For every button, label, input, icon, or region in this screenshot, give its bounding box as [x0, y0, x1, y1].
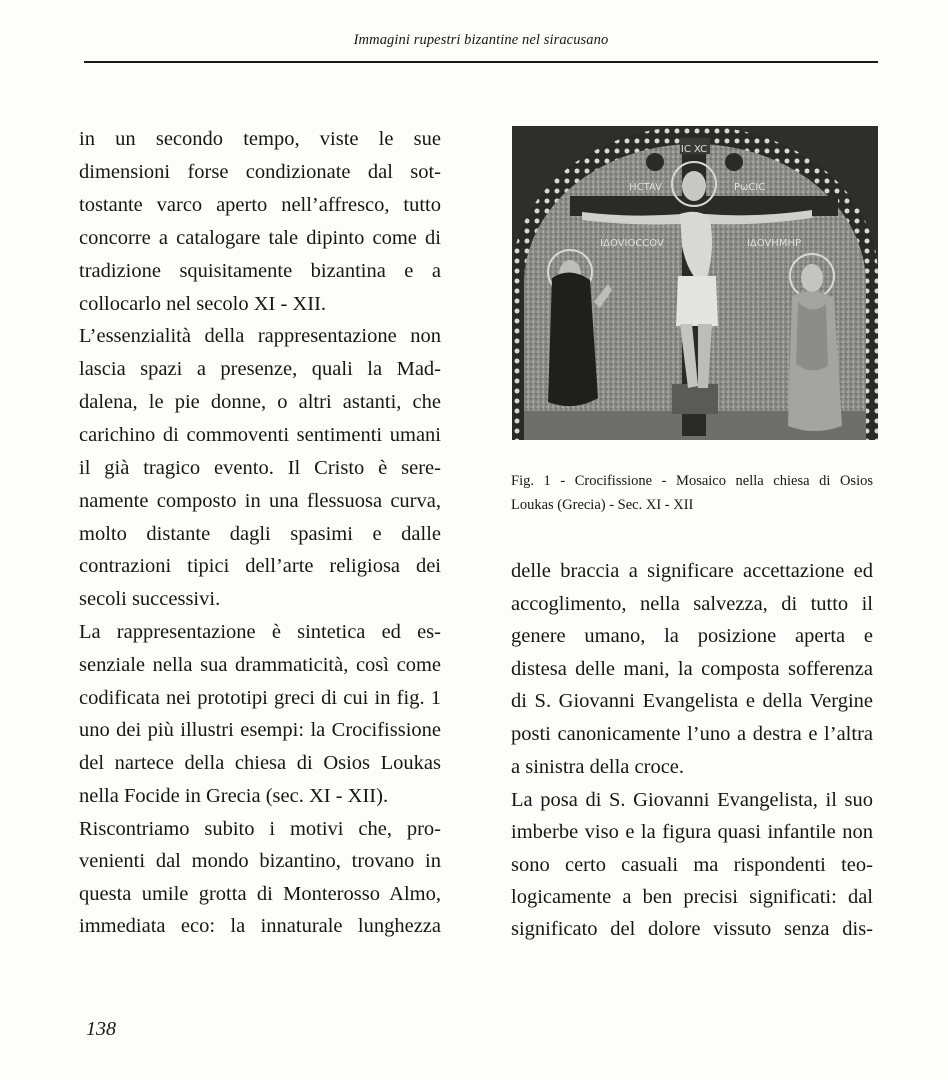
header-rule: [84, 61, 878, 63]
text-line: significato del dolore vissuto senza dis-: [511, 918, 873, 940]
text-line: carichino di commoventi sentimenti umani: [79, 424, 441, 446]
text-line: accoglimento, nella salvezza, di tutto il: [511, 593, 873, 615]
text-line: Riscontriamo subito i motivi che, pro-: [79, 818, 441, 840]
text-line: tradizione squisitamente bizantina e a: [79, 260, 441, 282]
text-line: dalena, le pie donne, o altri astanti, che: [79, 391, 441, 413]
page-number: 138: [86, 1018, 116, 1040]
text-line: namente composto in una flessuosa curva,: [79, 490, 441, 512]
text-line: secoli successivi.: [79, 588, 221, 610]
text-line: senziale nella sua drammaticità, così come: [79, 654, 441, 676]
text-line: collocarlo nel secolo XI - XII.: [79, 293, 327, 315]
text-line: dimensioni forse condizionate dal sot-: [79, 161, 441, 183]
text-line: sono certo casuali ma rispondenti teo-: [511, 854, 873, 876]
text-line: il già tragico evento. Il Cristo è sere-: [79, 457, 441, 479]
text-line: contrazioni tipici dell’arte religiosa dei: [79, 555, 441, 577]
text-line: logicamente a ben precisi significati: dal: [511, 886, 873, 908]
mosaic-inscription-right-upper: PωCIC: [734, 182, 766, 193]
running-header: Immagini rupestri bizantine nel siracusano: [353, 32, 609, 48]
text-line: molto distante dagli spasimi e dalle: [79, 523, 441, 545]
text-line: questa umile grotta di Monterosso Almo,: [79, 883, 441, 905]
mosaic-inscription-right-lower: IΔOVHMHΡ: [746, 238, 802, 249]
text-line: tostante varco aperto nell’affresco, tutto: [79, 194, 441, 216]
text-line: in un secondo tempo, viste le sue: [79, 128, 441, 150]
text-line: uno dei più illustri esempi: la Crocifissione: [79, 719, 441, 741]
text-line: La posa di S. Giovanni Evangelista, il suo: [511, 789, 873, 811]
text-line: codificata nei prototipi greci di cui in fig. 1: [79, 687, 441, 709]
text-line: venienti dal mondo bizantino, trovano in: [79, 850, 441, 872]
text-line: di S. Giovanni Evangelista e della Vergine: [511, 690, 873, 712]
figure-caption-line: Loukas (Grecia) - Sec. XI - XII: [511, 497, 694, 513]
mosaic-inscription-left-upper: ΗCTAV: [629, 182, 662, 193]
text-line: L’essenzialità della rappresentazione non: [79, 325, 441, 347]
mosaic-inscription-left-lower: IΔOVΙOCCOV: [600, 238, 664, 249]
text-line: concorre a catalogare tale dipinto come di: [79, 227, 441, 249]
text-line: imberbe viso e la figura quasi infantile non: [511, 821, 873, 843]
text-line: immediata eco: la innaturale lunghezza: [79, 915, 441, 937]
figure-caption-line: Fig. 1 - Crocifissione - Mosaico nella chiesa di Osios: [511, 473, 873, 489]
text-line: del nartece della chiesa di Osios Loukas: [79, 752, 441, 774]
text-line: delle braccia a significare accettazione ed: [511, 560, 873, 582]
crucifixion-mosaic-image: [512, 126, 878, 440]
text-line: posti canonicamente l’uno a destra e l’altra: [511, 723, 873, 745]
text-line: La rappresentazione è sintetica ed es-: [79, 621, 441, 643]
text-line: genere umano, la posizione aperta e: [511, 625, 873, 647]
text-line: distesa delle mani, la composta sofferenza: [511, 658, 873, 680]
mosaic-inscription-top: IC XC: [680, 144, 708, 155]
text-line: nella Focide in Grecia (sec. XI - XII).: [79, 785, 389, 807]
text-line: a sinistra della croce.: [511, 756, 685, 778]
text-line: lascia spazi a presenze, quali la Mad-: [79, 358, 441, 380]
